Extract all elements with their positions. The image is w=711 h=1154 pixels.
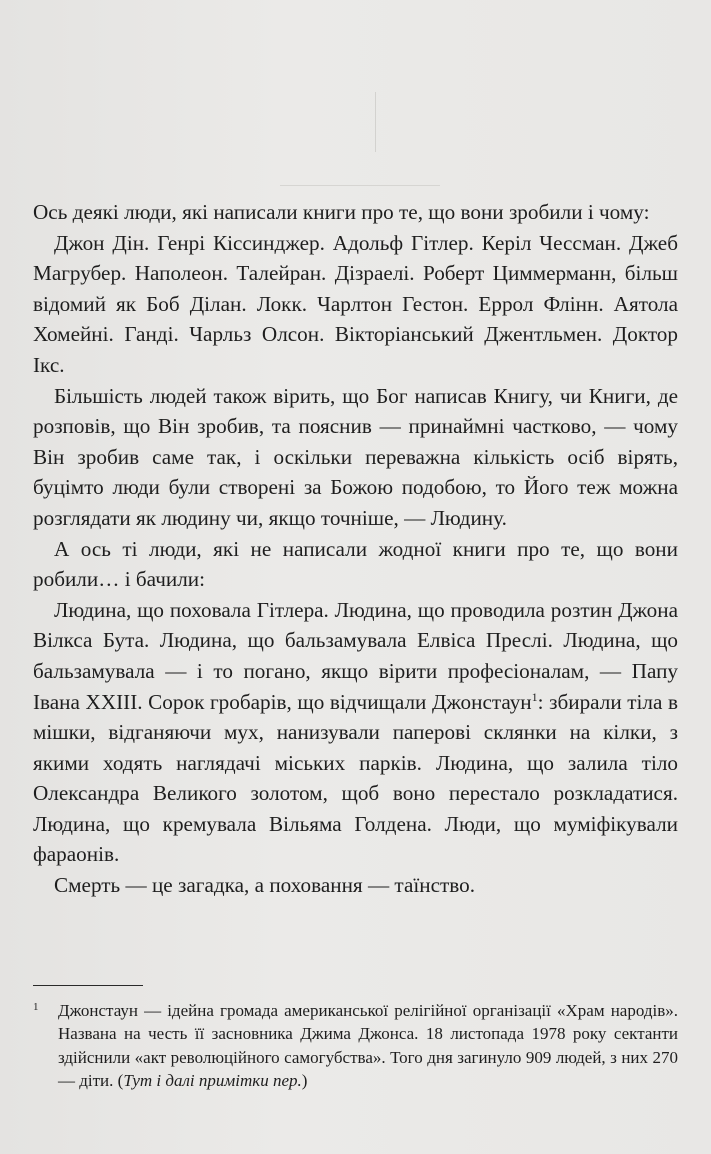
paragraph: А ось ті люди, які не написали жодної книги про те, що вони робили… і бачили:: [33, 536, 678, 592]
bleed-through-mark: [280, 185, 440, 186]
paragraph-text: : збирали тіла в мішки, відганяючи мух, нанизували паперові склянки на кілки, з якими ходять наглядачі міських парків. Людина, що залила тіло Олександра Великого золотом, щоб воно перестало розкладатися. Людина, що кремувала Вільяма Голдена. Люди, що муміфікували фараонів.: [33, 689, 678, 867]
bleed-through-mark: [375, 92, 376, 152]
footnote-divider: [33, 985, 143, 986]
footnote-body: Джонстаун — ідейна громада американської релігійної організації «Храм народів». Названа на честь її засновника Джима Джонса. 18 листопада 1978 року сектанти здійснили «акт революційного самогубства». Того дня загинуло 909 людей, з них 270 — діти. (: [58, 1001, 678, 1090]
paragraph-text: Людина, що поховала Гітлера. Людина, що проводила розтин Джона Вілкса Бута. Людина, що бальзамувала Елвіса Преслі. Людина, що бальзамувала — і то погано, якщо вірити професіоналам, — Папу Івана XXIII. Сорок гробарів, що відчищали Джонстаун: [33, 597, 678, 714]
paragraph: [33, 595, 678, 870]
footnote-closing: ): [301, 1070, 308, 1090]
paragraph: Джон Дін. Генрі Кіссинджер. Адольф Гітлер. Керіл Чессман. Джеб Магрубер. Наполеон. Талейран. Дізраелі. Роберт Циммерманн, більш відомий як Боб Ділан. Локк. Чарлтон Гестон. Еррол Флінн. Аятола Хомейні. Ганді. Чарльз Олсон. Вікторіанський Джентльмен. Доктор Ікс.: [33, 230, 678, 377]
footnote-text: [58, 999, 678, 1092]
footnote-number: 1: [33, 1001, 39, 1013]
paragraph: Смерть — це загадка, а поховання — таїнство.: [54, 873, 475, 898]
footnote-reference[interactable]: 1: [531, 689, 538, 704]
footnote-italic-note: Тут і далі примітки пер.: [123, 1070, 302, 1090]
paragraph: Ось деякі люди, які написали книги про те, що вони зробили і чому:: [33, 200, 650, 224]
paragraph: Більшість людей також вірить, що Бог написав Книгу, чи Книги, де розповів, що Він зробив, та пояснив — принаймні частково, — чому Він зробив саме так, і оскільки переважна кількість осіб вірять, буцімто люди були створені за Божою подобою, то Його теж можна розглядати як людину чи, якщо точніше, — Людину.: [33, 383, 678, 530]
body-text: [33, 197, 678, 901]
footnote: [33, 999, 678, 1092]
